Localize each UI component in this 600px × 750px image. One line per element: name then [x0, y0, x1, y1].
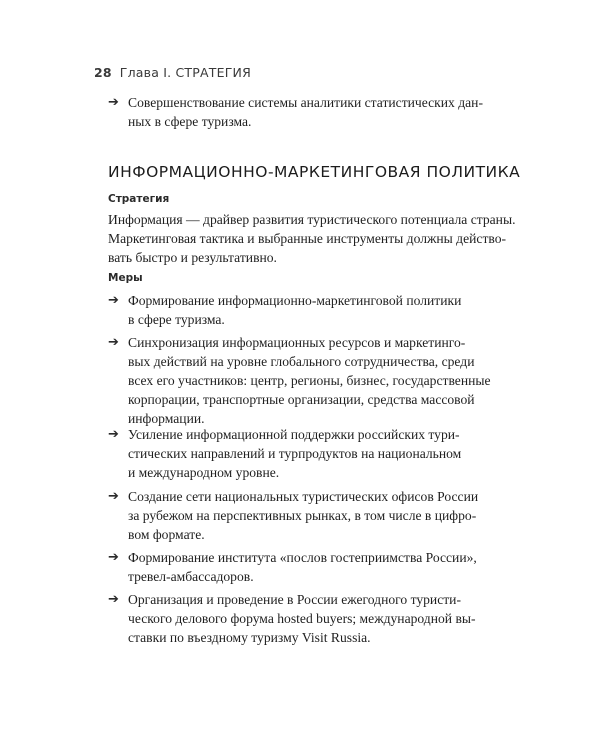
chapter-title: Глава I. СТРАТЕГИЯ: [119, 65, 251, 80]
bullet-line: ных в сфере туризма.: [128, 114, 252, 129]
page-number: 28: [94, 65, 112, 80]
bullet-line: всех его участников: центр, регионы, бизнес, государственные: [128, 373, 491, 388]
bullet-line: в сфере туризма.: [128, 312, 225, 327]
measure-item: [108, 487, 504, 544]
arrow-icon: ➔: [108, 335, 119, 350]
bullet-line: тревел-амбассадоров.: [128, 569, 254, 584]
arrow-icon: ➔: [108, 489, 119, 504]
bullet-line: корпорации, транспортные организации, средства массовой: [128, 392, 475, 407]
strategy-label: Стратегия: [108, 193, 170, 205]
bullet-line: Синхронизация информационных ресурсов и маркетинго-: [128, 335, 466, 350]
bullet-line: информации.: [128, 411, 205, 426]
bullet-line: стических направлений и турпродуктов на национальном: [128, 446, 462, 461]
measure-item: [108, 425, 504, 482]
section-title: ИНФОРМАЦИОННО-МАРКЕТИНГОВАЯ ПОЛИТИКА: [108, 163, 521, 181]
bullet-line: Организация и проведение в России ежегодного туристи-: [128, 592, 461, 607]
bullet-line: ставки по въездному туризму Visit Russia.: [128, 630, 371, 645]
bullet-line: Совершенствование системы аналитики статистических дан-: [128, 95, 483, 110]
bullet-line: и международном уровне.: [128, 465, 280, 480]
arrow-icon: ➔: [108, 293, 119, 308]
arrow-icon: ➔: [108, 550, 119, 565]
paragraph-line: Маркетинговая тактика и выбранные инструменты должны действо-: [108, 231, 507, 246]
bullet-line: Формирование информационно-маркетинговой политики: [128, 293, 462, 308]
running-header: [94, 65, 251, 80]
paragraph-line: вать быстро и результативно.: [108, 250, 277, 265]
arrow-icon: ➔: [108, 95, 119, 110]
measures-label: Меры: [108, 272, 143, 284]
measure-item: [108, 548, 504, 586]
bullet-line: Создание сети национальных туристических офисов России: [128, 489, 479, 504]
intro-bullet: [108, 93, 504, 131]
arrow-icon: ➔: [108, 427, 119, 442]
bullet-line: вых действий на уровне глобального сотрудничества, среди: [128, 354, 475, 369]
arrow-icon: ➔: [108, 592, 119, 607]
paragraph-line: Информация — драйвер развития туристического потенциала страны.: [108, 212, 516, 227]
bullet-line: за рубежом на перспективных рынках, в том числе в цифро-: [128, 508, 477, 523]
bullet-line: Формирование института «послов гостеприимства России»,: [128, 550, 477, 565]
strategy-paragraph: [108, 210, 516, 267]
measure-item: [108, 291, 504, 329]
measure-item: [108, 590, 504, 647]
bullet-line: вом формате.: [128, 527, 205, 542]
bullet-line: ческого делового форума hosted buyers; международной вы-: [128, 611, 476, 626]
measure-item: [108, 333, 504, 428]
bullet-line: Усиление информационной поддержки российских тури-: [128, 427, 460, 442]
